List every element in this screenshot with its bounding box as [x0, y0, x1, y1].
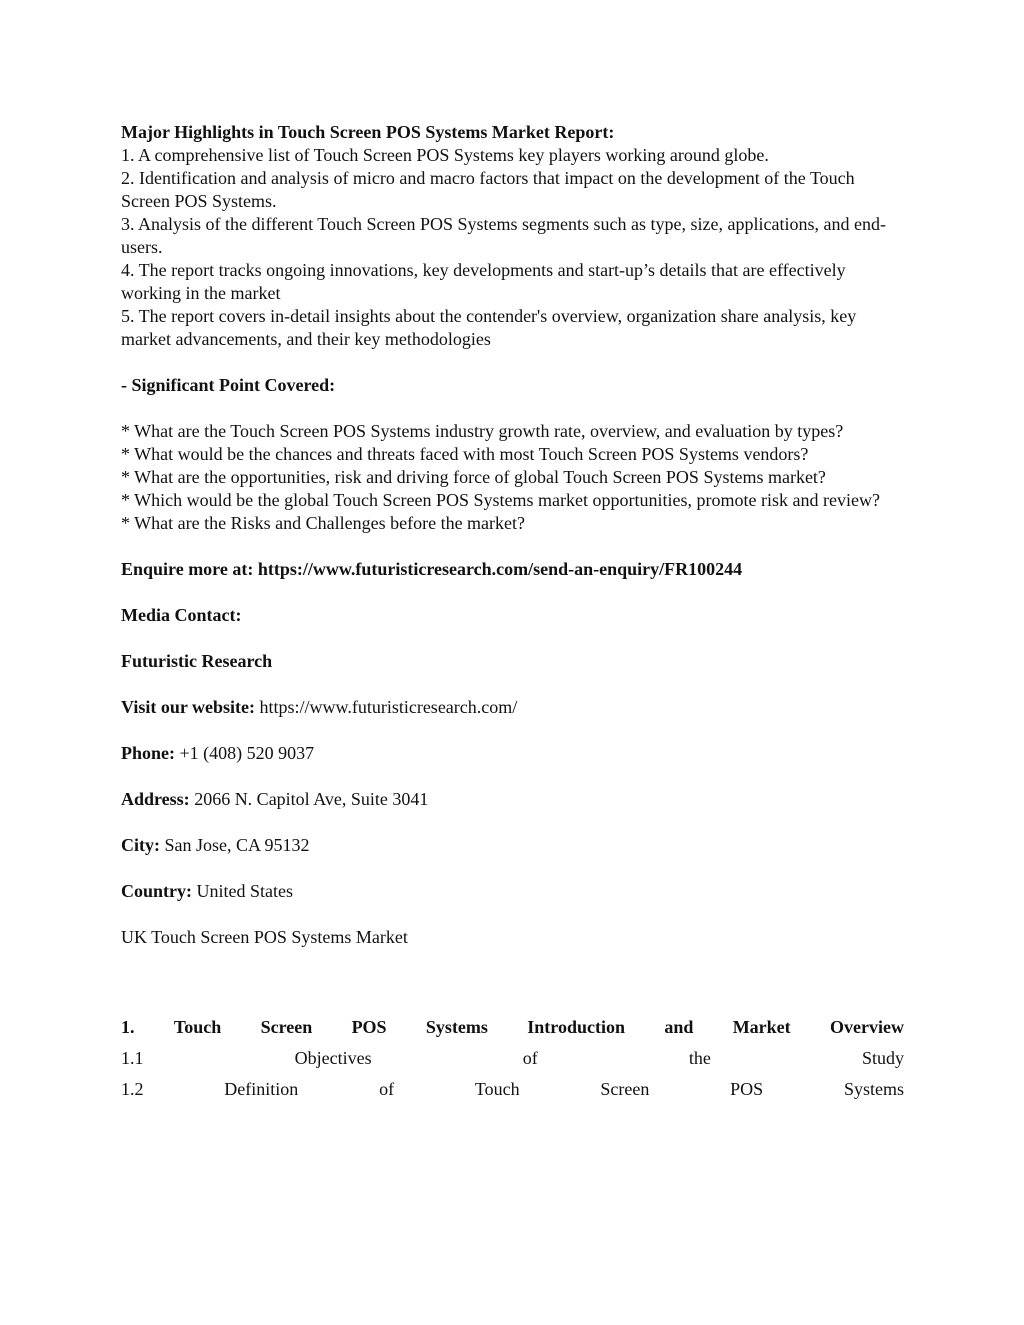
toc-word: Definition	[224, 1079, 299, 1099]
highlight-item: 4. The report tracks ongoing innovations, key developments and start-up’s details that are effectively working in the market	[121, 260, 846, 303]
point-item: * What are the Risks and Challenges before the market?	[121, 513, 526, 533]
website-link[interactable]: https://www.futuristicresearch.com/	[255, 697, 518, 717]
country-line	[121, 880, 904, 903]
toc-word: and	[664, 1017, 694, 1037]
market-title: UK Touch Screen POS Systems Market	[121, 927, 408, 947]
toc-word: Objectives	[294, 1048, 372, 1068]
media-contact-heading: Media Contact:	[121, 605, 242, 625]
city-line	[121, 834, 904, 857]
highlight-item: 3. Analysis of the different Touch Screen POS Systems segments such as type, size, applications, and end-users.	[121, 214, 886, 257]
highlights-heading: Major Highlights in Touch Screen POS Systems Market Report:	[121, 122, 615, 142]
enquire-link[interactable]: Enquire more at: https://www.futuristicresearch.com/send-an-enquiry/FR100244	[121, 559, 743, 579]
address-line	[121, 788, 904, 811]
toc-word: the	[688, 1048, 711, 1068]
toc-word: 1.1	[121, 1048, 144, 1068]
country-label: Country:	[121, 881, 192, 901]
point-item: * What are the Touch Screen POS Systems industry growth rate, overview, and evaluation by types?	[121, 421, 844, 441]
country-value: United States	[192, 881, 293, 901]
toc-word: POS	[730, 1079, 764, 1099]
document-page	[121, 121, 904, 1105]
toc-word: Market	[732, 1017, 791, 1037]
toc-row-2	[121, 1043, 904, 1074]
point-item: * What would be the chances and threats faced with most Touch Screen POS Systems vendors?	[121, 444, 809, 464]
website-line	[121, 696, 904, 719]
point-item: * Which would be the global Touch Screen POS Systems market opportunities, promote risk and review?	[121, 490, 880, 510]
toc-word: Introduction	[527, 1017, 625, 1037]
toc-word: Systems	[843, 1079, 904, 1099]
toc-word: 1.	[121, 1017, 135, 1037]
toc-row-1	[121, 1012, 904, 1043]
highlight-item: 1. A comprehensive list of Touch Screen POS Systems key players working around globe.	[121, 145, 769, 165]
phone-value: +1 (408) 520 9037	[175, 743, 315, 763]
toc-word: Touch	[173, 1017, 222, 1037]
toc-word: of	[379, 1079, 395, 1099]
address-value: 2066 N. Capitol Ave, Suite 3041	[189, 789, 429, 809]
toc-word: Systems	[425, 1017, 488, 1037]
toc-word: Touch	[474, 1079, 520, 1099]
phone-label: Phone:	[121, 743, 175, 763]
company-name: Futuristic Research	[121, 651, 273, 671]
highlight-item: 5. The report covers in-detail insights about the contender's overview, organization share analysis, key market advancements, and their key methodologies	[121, 306, 857, 349]
city-value: San Jose, CA 95132	[160, 835, 310, 855]
city-label: City:	[121, 835, 160, 855]
toc-word: Screen	[260, 1017, 313, 1037]
toc-row-3	[121, 1074, 904, 1105]
points-heading: - Significant Point Covered:	[121, 375, 336, 395]
toc-word: 1.2	[121, 1079, 144, 1099]
toc-word: Study	[861, 1048, 904, 1068]
point-item: * What are the opportunities, risk and driving force of global Touch Screen POS Systems market?	[121, 467, 826, 487]
toc-word: of	[522, 1048, 538, 1068]
address-label: Address:	[121, 789, 190, 809]
highlight-item: 2. Identification and analysis of micro and macro factors that impact on the development of the Touch Screen POS Systems.	[121, 168, 855, 211]
toc-word: Screen	[600, 1079, 650, 1099]
toc-word: Overview	[830, 1017, 904, 1037]
toc-word: POS	[351, 1017, 387, 1037]
website-label: Visit our website:	[121, 697, 255, 717]
phone-line	[121, 742, 904, 765]
